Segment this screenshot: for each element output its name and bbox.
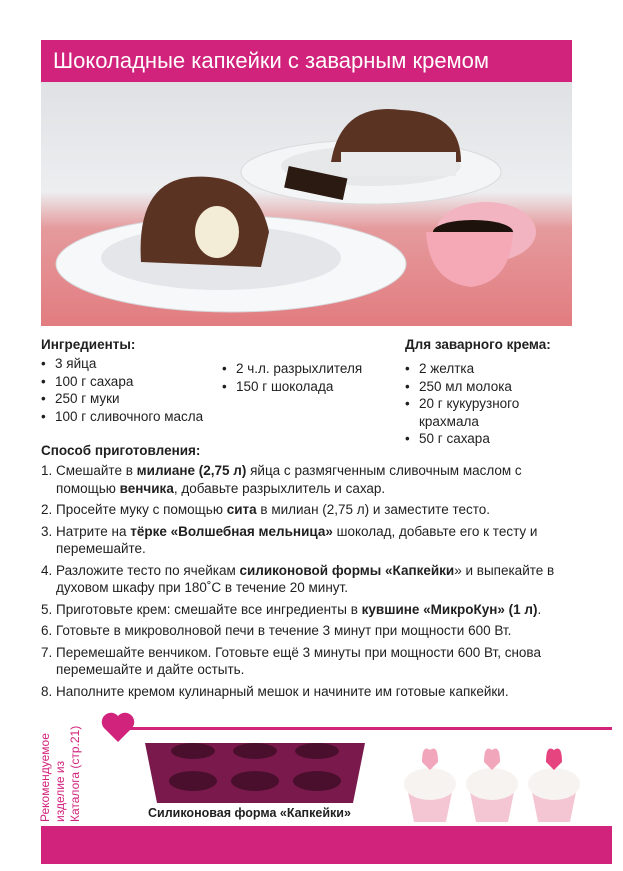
step-number: 2. — [41, 502, 57, 517]
method-step — [41, 644, 581, 679]
step-text — [56, 501, 581, 519]
list-item: • 2 ч.л. разрыхлителя — [222, 360, 392, 378]
step-number: 8. — [41, 683, 57, 699]
step-number: 4. — [41, 562, 57, 578]
step-number: 3. — [41, 523, 57, 539]
step-number: 1. — [41, 463, 57, 478]
list-item: • 100 г сахара — [41, 373, 226, 391]
step-plain-text: Перемешайте венчиком. Готовьте ещё 3 минуты при мощности 600 Вт, снова перемешайте и дайте остыть. — [56, 644, 541, 677]
step-bold-text: кувшине «МикроКун» (1 л) — [361, 601, 538, 617]
cupcake-photo-illustration — [41, 82, 572, 326]
method-step — [41, 601, 581, 619]
step-plain-text: Смешайте в — [56, 463, 137, 478]
method-step — [41, 462, 581, 497]
decorated-cupcakes-image — [400, 732, 580, 824]
step-text — [56, 462, 581, 497]
ingredients-list-col2 — [222, 360, 392, 395]
step-text — [56, 562, 581, 597]
step-bold-text: милиане (2,75 л) — [136, 463, 247, 478]
list-item: • 20 г кукурузного крахмала — [405, 395, 555, 430]
step-plain-text: в милиан (2,75 л) и заместите тесто. — [256, 502, 491, 517]
step-bold-text: силиконовой формы «Капкейки — [239, 562, 455, 578]
list-item: • 100 г сливочного масла — [41, 408, 226, 426]
step-plain-text: Наполните кремом кулинарный мешок и начините им готовые капкейки. — [56, 683, 509, 699]
step-number: 5. — [41, 601, 57, 617]
step-plain-text: шоколад, добавьте его к тесту и перемешайте. — [56, 523, 538, 556]
method-step — [41, 523, 581, 558]
step-bold-text: тёрке «Волшебная мельница» — [130, 523, 333, 539]
step-plain-text: Готовьте в микроволновой печи в течение 3 минут при мощности 600 Вт. — [56, 623, 512, 638]
list-item: • 3 яйца — [41, 355, 226, 373]
step-plain-text: яйца с размягченным сливочным маслом с помощью — [56, 463, 522, 496]
step-plain-text: Просейте муку с помощью — [56, 502, 227, 517]
method-step — [41, 562, 581, 597]
cream-list — [405, 360, 555, 448]
silicone-mold-image — [145, 733, 365, 807]
step-number: 7. — [41, 644, 57, 660]
step-text — [56, 683, 581, 701]
step-number: 6. — [41, 623, 57, 638]
step-text — [56, 644, 581, 679]
list-item: • 150 г шоколада — [222, 378, 392, 396]
method-step — [41, 501, 581, 519]
product-caption: Силиконовая форма «Капкейки» — [148, 806, 351, 820]
ingredients-list-col1 — [41, 355, 226, 425]
ingredients-heading: Ингредиенты: — [41, 337, 136, 352]
method-steps — [41, 462, 581, 704]
step-text — [56, 601, 581, 619]
list-item: • 250 г муки — [41, 390, 226, 408]
list-item: • 2 желтка — [405, 360, 555, 378]
list-item: • 50 г сахара — [405, 430, 555, 448]
step-bold-text: сита — [226, 502, 257, 517]
step-plain-text: Приготовьте крем: смешайте все ингредиенты в — [56, 601, 362, 617]
hero-photo — [41, 82, 572, 326]
method-step — [41, 683, 581, 701]
step-bold-text: венчика — [119, 480, 174, 496]
divider-line — [127, 727, 612, 730]
step-plain-text: . — [537, 601, 542, 617]
step-plain-text: Разложите тесто по ячейкам — [56, 562, 240, 578]
footer-bar — [41, 826, 612, 864]
method-step — [41, 622, 581, 640]
cream-heading: Для заварного крема: — [405, 337, 551, 352]
list-item: • 250 мл молока — [405, 378, 555, 396]
step-plain-text: » и выпекайте в духовом шкафу при 180˚С в течение 20 минут. — [56, 562, 555, 595]
recipe-title: Шоколадные капкейки с заварным кремом — [41, 40, 572, 82]
step-text — [56, 622, 581, 640]
method-heading: Способ приготовления: — [41, 443, 201, 458]
step-plain-text: , добавьте разрыхлитель и сахар. — [173, 480, 386, 496]
step-plain-text: Натрите на — [56, 523, 131, 539]
step-text — [56, 523, 581, 558]
recommended-note: Рекомендуемое изделие из Каталога (стр.21) — [38, 725, 82, 822]
